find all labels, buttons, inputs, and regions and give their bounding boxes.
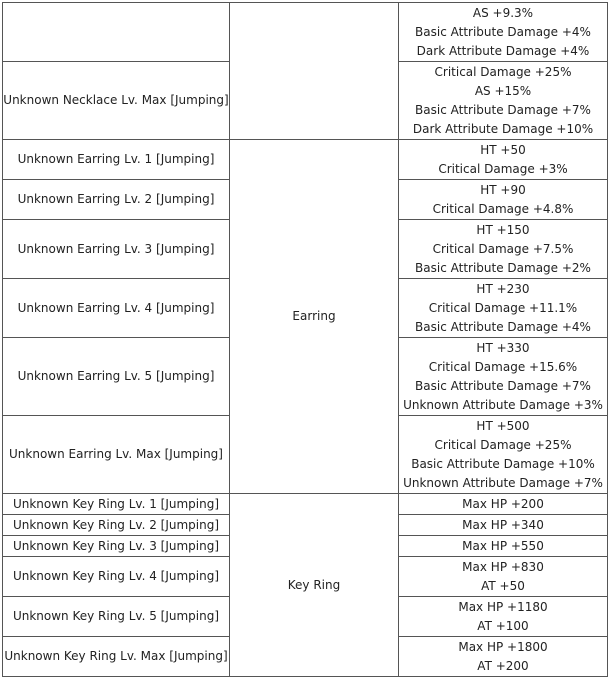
table-row [3, 3, 608, 62]
effect-line: Critical Damage +7.5% [432, 241, 574, 256]
effect-line: AS +15% [474, 83, 532, 98]
effect-line: Max HP +340 [462, 517, 544, 532]
effect-line: Max HP +1800 [458, 639, 548, 654]
effect-line: HT +230 [476, 281, 530, 296]
item-name: Unknown Key Ring Lv. 1 [Jumping] [12, 496, 220, 511]
item-name: Unknown Key Ring Lv. 4 [Jumping] [12, 569, 220, 583]
effect-line: Basic Attribute Damage +7% [415, 102, 591, 117]
item-name: Unknown Key Ring Lv. 5 [Jumping] [12, 609, 220, 623]
item-name-cell [3, 416, 230, 494]
category-cell-key-ring [230, 494, 399, 677]
item-name: Unknown Earring Lv. Max [Jumping] [9, 447, 223, 461]
item-stats-table [2, 2, 608, 677]
item-name: Unknown Necklace Lv. Max [Jumping] [3, 93, 229, 107]
effect-line: Critical Damage +11.1% [428, 300, 578, 315]
effects-cell [399, 536, 608, 557]
item-name-cell [3, 338, 230, 416]
item-name-cell [3, 494, 230, 515]
item-name: Unknown Earring Lv. 3 [Jumping] [17, 241, 215, 256]
effect-line: Basic Attribute Damage +4% [415, 24, 591, 39]
effect-line: Basic Attribute Damage +7% [415, 378, 591, 393]
item-name-cell [3, 3, 230, 62]
effect-line: Critical Damage +15.6% [428, 359, 578, 374]
category-cell-earring [230, 140, 399, 494]
effect-line: AS +9.3% [472, 5, 534, 20]
effects-cell [399, 557, 608, 597]
item-name-cell [3, 180, 230, 220]
effect-line: Basic Attribute Damage +4% [415, 319, 591, 334]
effect-line: Critical Damage +25% [434, 437, 572, 452]
effects-cell [399, 494, 608, 515]
effects-cell [399, 140, 608, 180]
effect-line: HT +50 [480, 142, 526, 157]
effect-line: AT +200 [477, 658, 529, 673]
item-name: Unknown Earring Lv. 5 [Jumping] [17, 369, 215, 383]
effect-line: HT +90 [480, 182, 526, 197]
effect-line: Unknown Attribute Damage +3% [403, 397, 603, 412]
item-name: Unknown Key Ring Lv. 3 [Jumping] [12, 538, 220, 553]
item-name-cell [3, 637, 230, 677]
effect-line: AT +50 [481, 578, 525, 593]
effects-cell [399, 220, 608, 279]
effect-line: Max HP +830 [462, 559, 544, 574]
effect-line: Critical Damage +3% [438, 161, 568, 176]
table-row [3, 494, 608, 515]
item-name-cell [3, 597, 230, 637]
category-label: Key Ring [287, 577, 341, 592]
effects-cell [399, 515, 608, 536]
item-name-cell [3, 557, 230, 597]
effect-line: Dark Attribute Damage +4% [416, 43, 590, 58]
effects-cell [399, 62, 608, 140]
effect-line: Max HP +200 [462, 496, 544, 511]
effect-line: AT +100 [477, 618, 529, 633]
effect-line: Unknown Attribute Damage +7% [403, 475, 603, 490]
item-name-cell [3, 140, 230, 180]
item-name-cell [3, 536, 230, 557]
effect-line: Critical Damage +4.8% [432, 201, 574, 216]
effects-cell [399, 180, 608, 220]
effects-cell [399, 637, 608, 677]
effect-line: Max HP +550 [462, 538, 544, 553]
effect-line: Basic Attribute Damage +10% [411, 456, 595, 471]
effect-line: Dark Attribute Damage +10% [412, 121, 594, 136]
effects-cell [399, 416, 608, 494]
item-name: Unknown Key Ring Lv. Max [Jumping] [4, 649, 228, 663]
effects-cell [399, 338, 608, 416]
item-name-cell [3, 62, 230, 140]
item-name: Unknown Earring Lv. 2 [Jumping] [17, 192, 215, 206]
effect-line: HT +330 [476, 340, 530, 355]
category-cell [230, 3, 399, 140]
effects-cell [399, 279, 608, 338]
category-label: Earring [292, 309, 336, 323]
effects-cell [399, 597, 608, 637]
effects-cell [399, 3, 608, 62]
effect-line: Critical Damage +25% [434, 64, 572, 79]
effect-line: HT +150 [476, 222, 530, 237]
item-name: Unknown Earring Lv. 1 [Jumping] [17, 152, 215, 166]
table-row [3, 140, 608, 180]
item-name: Unknown Earring Lv. 4 [Jumping] [17, 300, 215, 315]
item-name-cell [3, 220, 230, 279]
item-name: Unknown Key Ring Lv. 2 [Jumping] [12, 517, 220, 532]
item-name-cell [3, 515, 230, 536]
effect-line: Basic Attribute Damage +2% [415, 260, 591, 275]
effect-line: HT +500 [476, 418, 530, 433]
item-name-cell [3, 279, 230, 338]
effect-line: Max HP +1180 [458, 599, 548, 614]
